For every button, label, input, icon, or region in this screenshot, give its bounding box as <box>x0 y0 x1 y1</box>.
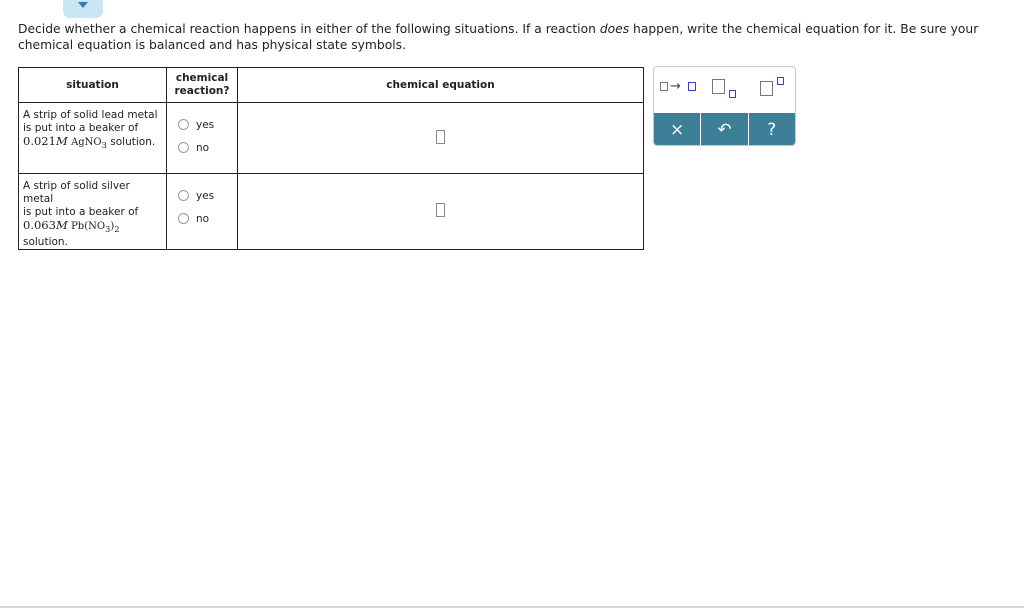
clear-button[interactable] <box>654 113 701 146</box>
subscript-box-icon <box>729 90 736 98</box>
table-header-row <box>19 68 644 103</box>
collapse-tab[interactable] <box>63 0 103 18</box>
equation-palette <box>653 66 796 146</box>
question-instructions: Decide whether a chemical reaction happens in either of the following situations. If a reaction does happen, write the chemical equation for it. Be sure your chemical equation is balanced and has physical state symbols. <box>18 22 979 52</box>
yes-radio[interactable] <box>178 190 189 201</box>
reactant-box-icon <box>660 82 668 91</box>
no-option[interactable]: no <box>178 207 237 230</box>
table-row <box>19 103 644 174</box>
yes-option[interactable]: yes <box>178 184 237 207</box>
chevron-down-icon <box>78 2 88 8</box>
reaction-choice-cell <box>167 103 238 174</box>
help-button[interactable] <box>749 113 795 146</box>
no-option[interactable]: no <box>178 136 237 159</box>
yes-radio[interactable] <box>178 119 189 130</box>
product-box-icon <box>688 82 696 91</box>
superscript-box-icon <box>777 77 784 85</box>
superscript-button[interactable] <box>758 77 790 99</box>
equation-input[interactable] <box>436 203 445 217</box>
equation-cell[interactable] <box>238 103 644 174</box>
table-row <box>19 174 644 250</box>
palette-actions <box>654 113 795 146</box>
no-radio[interactable] <box>178 142 189 153</box>
base-box-icon <box>760 81 773 96</box>
yes-option[interactable]: yes <box>178 113 237 136</box>
undo-button[interactable] <box>701 113 748 146</box>
equation-input[interactable] <box>436 130 445 144</box>
help-icon: ? <box>767 120 777 140</box>
equation-cell[interactable] <box>238 174 644 250</box>
arrow-icon: → <box>670 79 681 94</box>
reaction-arrow-button[interactable] <box>658 77 702 99</box>
header-situation: situation <box>19 68 167 103</box>
undo-icon: ↶ <box>717 120 732 140</box>
base-box-icon <box>712 79 725 94</box>
reaction-choice-cell <box>167 174 238 250</box>
close-icon: × <box>670 120 685 140</box>
no-radio[interactable] <box>178 213 189 224</box>
header-equation: chemical equation <box>238 68 644 103</box>
situation-cell: A strip of solid lead metal is put into a beaker of 0.021M AgNO$_3$ solution. <box>19 103 167 174</box>
header-reaction: chemical reaction? <box>167 68 238 103</box>
answer-table <box>18 67 644 250</box>
palette-templates <box>654 67 795 111</box>
situation-cell: A strip of solid silver metal is put into a beaker of 0.063M $Pb(NO_3)_2$ solution. <box>19 174 167 250</box>
subscript-button[interactable] <box>710 77 740 99</box>
